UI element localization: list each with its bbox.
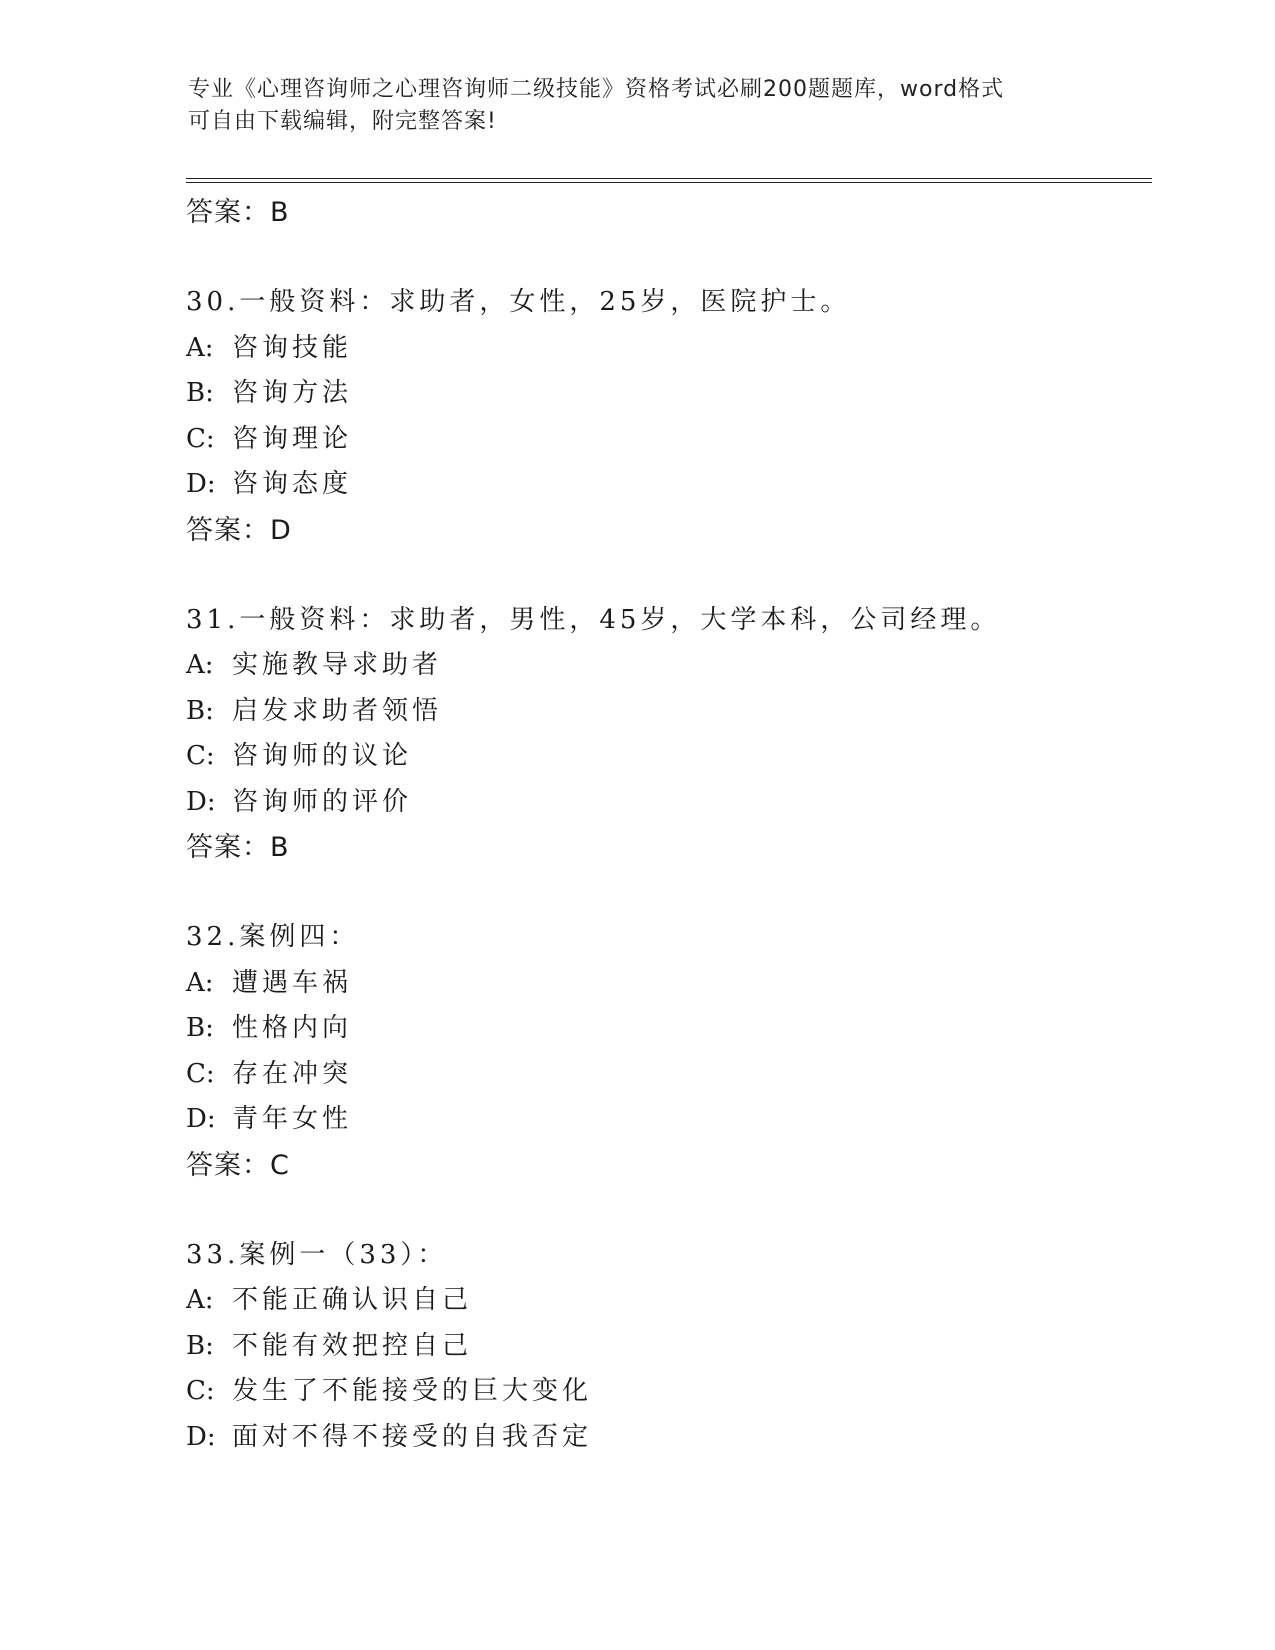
question-31 [186,598,1186,872]
answer-line: 答案：B [186,197,290,228]
option-text: 咨询态度 [232,469,353,499]
question-stem: 32.案例四： [186,922,360,952]
question-30 [186,280,1186,554]
header-line-2: 可自由下载编辑，附完整答案! [188,109,497,134]
question-stem: 30.一般资料：求助者，女性，25岁，医院护士。 [186,287,851,317]
option-text: 发生了不能接受的巨大变化 [232,1376,593,1406]
question-stem: 33.案例一（33）： [186,1239,448,1270]
option-d [186,780,1186,826]
option-text: 咨询理论 [232,423,353,454]
option-a [186,326,1186,372]
option-text: 实施教导求助者 [232,650,443,680]
option-c [186,1052,1186,1098]
option-letter: C: [186,423,215,454]
option-letter: B: [186,1330,214,1361]
option-letter: C: [186,1058,215,1089]
option-a [186,643,1186,689]
option-d [186,1097,1186,1143]
header-divider [186,178,1152,183]
header-line-1: 专业《心理咨询师之心理咨询师二级技能》资格考试必刷200题题库，word格式 [188,77,1005,102]
answer-line: 答案：D [186,514,292,546]
option-letter: A: [186,1285,214,1315]
option-d [186,462,1186,508]
option-letter: B: [186,378,214,408]
option-letter: B: [186,1013,214,1043]
option-letter: A: [186,332,214,363]
question-32 [186,915,1186,1189]
option-d [186,1415,1186,1461]
question-33 [186,1233,1186,1461]
option-text: 青年女性 [232,1104,353,1134]
option-text: 咨询师的议论 [232,741,413,771]
option-text: 存在冲突 [232,1058,353,1089]
answer-line: 答案：C [186,1149,290,1181]
option-c [186,734,1186,780]
option-text: 启发求助者领悟 [232,695,443,726]
option-text: 性格内向 [232,1013,353,1043]
option-text: 面对不得不接受的自我否定 [232,1421,593,1452]
option-letter: D: [186,786,216,817]
option-a [186,1278,1186,1324]
option-letter: C: [186,1376,215,1406]
option-letter: D: [186,1104,216,1134]
option-text: 咨询师的评价 [232,786,413,817]
document-header [188,74,1088,138]
option-b [186,689,1186,735]
option-b [186,1324,1186,1370]
option-letter: D: [186,1421,216,1452]
answer-line: 答案：B [186,832,290,863]
option-letter: C: [186,741,215,771]
option-a [186,961,1186,1007]
option-text: 咨询技能 [232,332,353,363]
option-c [186,417,1186,463]
option-text: 咨询方法 [232,378,353,408]
option-letter: A: [186,650,214,680]
question-stem: 31.一般资料：求助者，男性，45岁，大学本科，公司经理。 [186,604,1001,635]
option-c [186,1369,1186,1415]
option-b [186,371,1186,417]
option-text: 遭遇车祸 [232,967,353,998]
question-list [186,190,1186,1460]
option-letter: D: [186,469,216,499]
option-text: 不能有效把控自己 [232,1330,473,1361]
option-b [186,1006,1186,1052]
option-letter: A: [186,967,214,998]
option-letter: B: [186,695,214,726]
option-text: 不能正确认识自己 [232,1285,473,1315]
